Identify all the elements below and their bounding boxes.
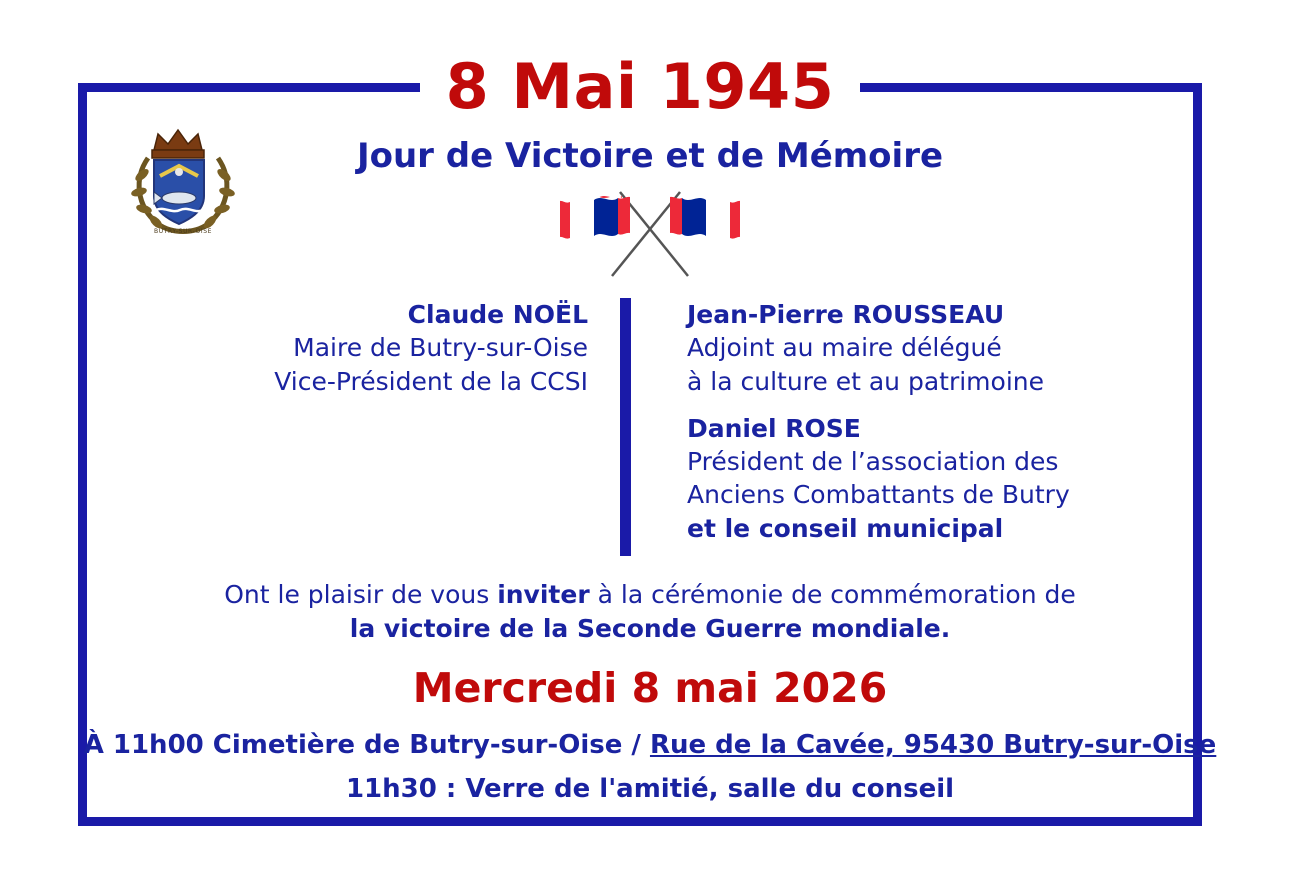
official-r1-role-1: Adjoint au maire délégué: [687, 333, 1002, 363]
event-location-line-1: [0, 730, 1300, 760]
official-r2-role-1: Président de l’association des: [687, 447, 1059, 476]
invitation-text: [0, 578, 1300, 646]
official-left-role-1: Maire de Butry-sur-Oise: [293, 333, 588, 363]
title-dash-left: [356, 83, 420, 92]
page-subtitle: Jour de Victoire et de Mémoire: [356, 136, 944, 176]
title-row: [78, 45, 1202, 129]
title-dash-right: [860, 83, 924, 92]
page-title: 8 Mai 1945: [445, 50, 835, 123]
invitation-line-1-a: Ont le plaisir de vous: [224, 580, 498, 609]
vertical-divider: [620, 298, 631, 556]
official-left: [200, 298, 620, 398]
title-container: [420, 50, 861, 123]
official-r1-name: Jean-Pierre ROUSSEAU: [687, 300, 1005, 329]
event-location-line-2: 11h30 : Verre de l'amitié, salle du conseil: [345, 774, 955, 804]
invitation-keyword: inviter: [497, 580, 590, 609]
official-r2-role-3: et le conseil municipal: [687, 513, 1004, 543]
location-address: Rue de la Cavée, 95430 Butry-sur-Oise: [649, 730, 1217, 760]
official-r2-role-2: Anciens Combattants de Butry: [687, 480, 1070, 510]
officials-section: [200, 298, 1100, 556]
location-prefix: À 11h00 Cimetière de Butry-sur-Oise /: [83, 730, 650, 760]
coat-of-arms-caption: BUTRY-SUR-OISE: [153, 228, 213, 235]
crossed-french-flags-icon: [560, 186, 740, 280]
coat-of-arms-icon: [128, 120, 238, 245]
official-r2-name: Daniel ROSE: [687, 413, 861, 443]
spacer: [687, 398, 1100, 412]
invitation-line-1-c: à la cérémonie de commémoration de: [589, 580, 1076, 609]
invitation-line-2: la victoire de la Seconde Guerre mondiale.: [349, 613, 951, 643]
official-left-name: Claude NOËL: [407, 300, 588, 329]
official-left-role-2: Vice-Président de la CCSI: [274, 366, 588, 396]
official-r1-role-2: à la culture et au patrimoine: [687, 366, 1044, 396]
officials-right: [631, 298, 1100, 545]
event-date: Mercredi 8 mai 2026: [412, 664, 888, 712]
invitation-line-1: [0, 578, 1300, 612]
